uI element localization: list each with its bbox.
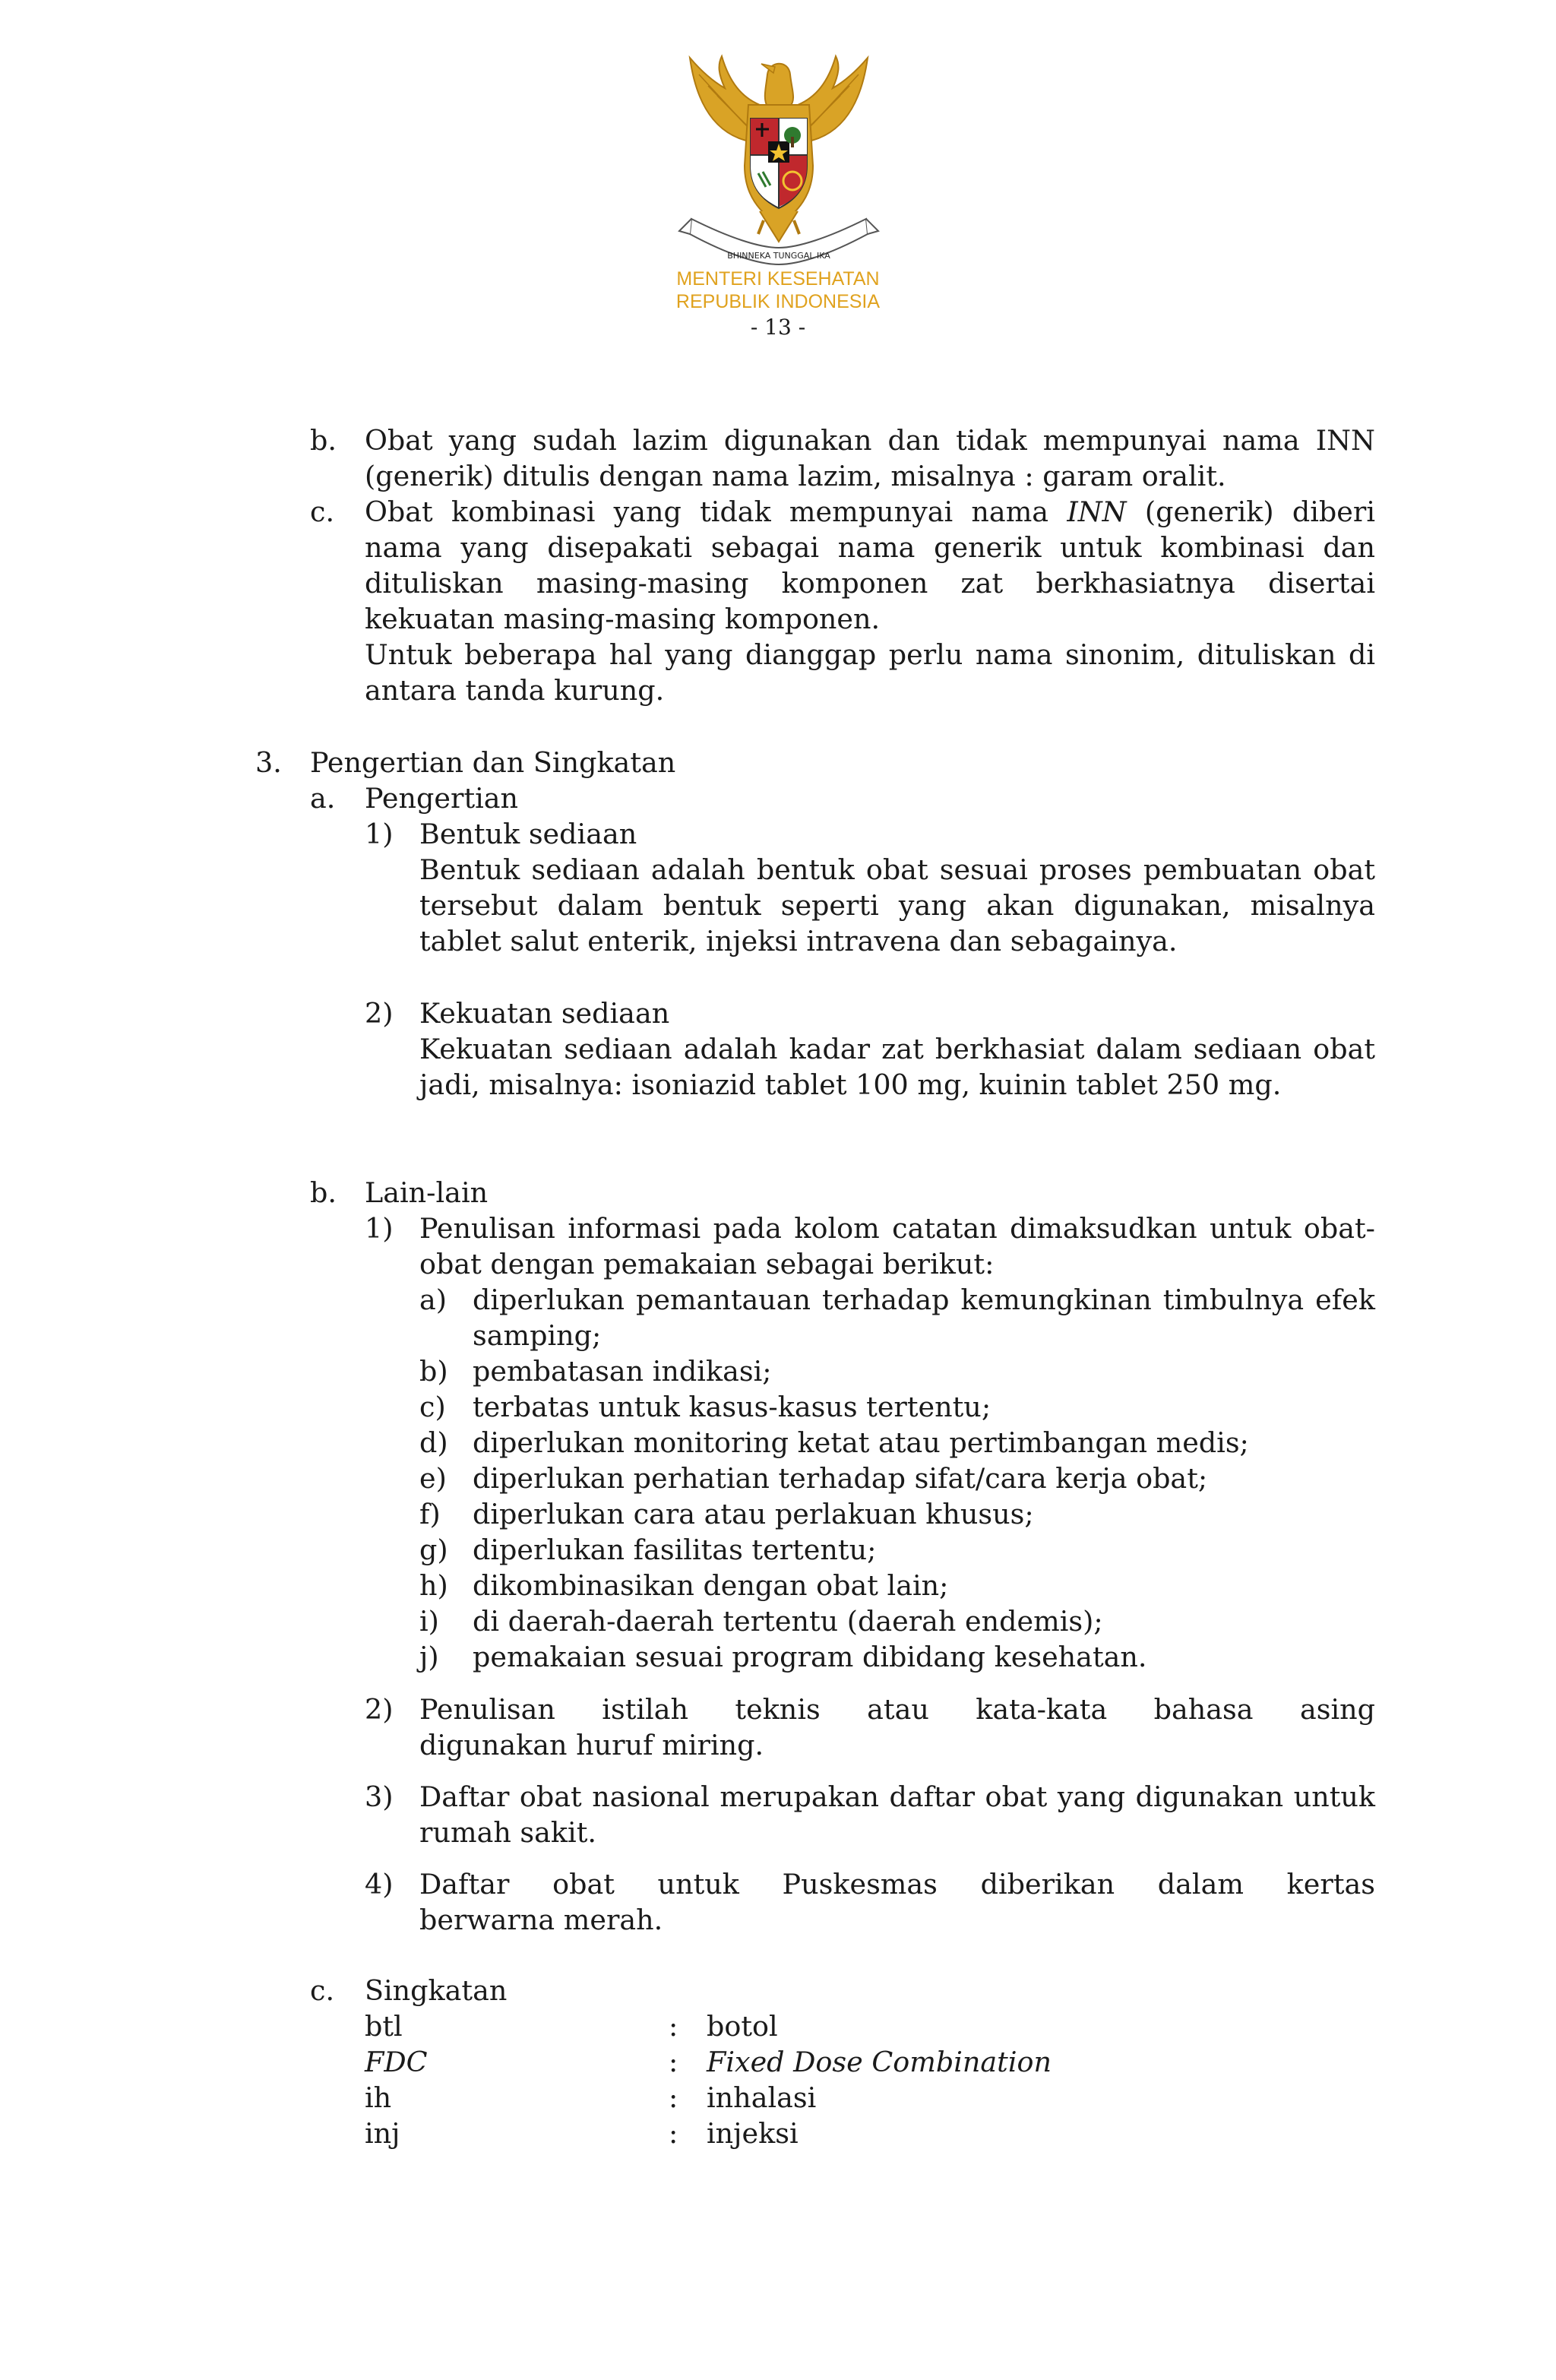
subsection-marker: a. [310,782,336,815]
abbreviation-meaning: inhalasi [707,2081,817,2114]
page-number: - 13 - [750,315,806,340]
garuda-emblem-icon [669,52,889,272]
subitem-marker: g) [419,1533,448,1566]
paragraph-puskesmas-line1: Daftar obat untuk Puskesmas diberikan dalam kertas [419,1868,1375,1901]
subitem-text: pemakaian sesuai program dibidang kesehatan. [473,1641,1147,1673]
subitem-text: pembatasan indikasi; [473,1355,772,1388]
subitem-text: diperlukan monitoring ketat atau pertimbangan medis; [473,1426,1249,1459]
item-marker: b. [310,424,337,457]
subitem-text: diperlukan perhatian terhadap sifat/cara kerja obat; [473,1462,1208,1495]
abbreviation-meaning: Fixed Dose Combination [707,2046,1052,2078]
item-marker: 3) [365,1780,394,1813]
item-marker: c. [310,495,335,528]
subsection-title: Lain-lain [365,1176,489,1209]
definition-bentuk-sediaan: Bentuk sediaan adalah bentuk obat sesuai proses pembuatan obat tersebut dalam bentuk seperti yang akan digunakan, misalnya tablet salut enterik, injeksi intravena dan sebagainya. [419,853,1375,957]
item-title: Kekuatan sediaan [419,997,670,1030]
subitem-marker: j) [419,1641,439,1673]
subsection-marker: b. [310,1176,337,1209]
subsection-title: Singkatan [365,1974,508,2007]
subsection-title: Pengertian [365,782,519,815]
subitem-text: diperlukan cara atau perlakuan khusus; [473,1498,1034,1530]
subitem-marker: a) [419,1283,448,1316]
abbreviation: FDC [365,2046,428,2078]
paragraph-2c [365,494,1375,637]
subitem-marker: b) [419,1355,448,1388]
subitem-marker: i) [419,1605,439,1638]
ministry-country: REPUBLIK INDONESIA [675,291,881,312]
emblem-motto: BHINNEKA TUNGGAL IKA [727,251,830,261]
section-title: Pengertian dan Singkatan [310,746,676,779]
item-marker: 2) [365,1693,394,1726]
abbreviation-separator: : [669,2046,678,2078]
section-marker: 3. [255,746,282,779]
abbreviation: btl [365,2010,403,2043]
subitem-text: di daerah-daerah tertentu (daerah endemis); [473,1605,1103,1638]
paragraph-2c-note: Untuk beberapa hal yang dianggap perlu nama sinonim, dituliskan di antara tanda kurung. [365,638,1375,707]
paragraph-istilah-line2: digunakan huruf miring. [419,1729,764,1761]
abbreviation-meaning: botol [707,2010,778,2043]
subitem-text: diperlukan pemantauan terhadap kemungkinan timbulnya efek samping; [473,1283,1375,1352]
subitem-marker: c) [419,1391,446,1423]
definition-kekuatan-sediaan: Kekuatan sediaan adalah kadar zat berkhasiat dalam sediaan obat jadi, misalnya: isoniazid tablet 100 mg, kuinin tablet 250 mg. [419,1033,1375,1101]
subitem-marker: h) [419,1569,448,1602]
item-marker: 2) [365,997,394,1030]
subitem-marker: d) [419,1426,448,1459]
paragraph-istilah-line1: Penulisan istilah teknis atau kata-kata bahasa asing [419,1693,1375,1726]
ministry-title: MENTERI KESEHATAN [676,268,880,290]
subitem-text: dikombinasikan dengan obat lain; [473,1569,949,1602]
subsection-marker: c. [310,1974,335,2007]
paragraph-2b: Obat yang sudah lazim digunakan dan tidak mempunyai nama INN (generik) ditulis dengan nama lazim, misalnya : garam oralit. [365,424,1375,492]
abbreviation-separator: : [669,2010,678,2043]
subitem-marker: f) [419,1498,441,1530]
italic-term: INN [1067,495,1127,528]
subitem-marker: e) [419,1462,447,1495]
text-segment: Obat kombinasi yang tidak mempunyai nama [365,495,1067,528]
paragraph-puskesmas-line2: berwarna merah. [419,1904,663,1936]
abbreviation-meaning: injeksi [707,2117,799,2150]
subitem-text: diperlukan fasilitas tertentu; [473,1533,877,1566]
paragraph-catatan: Penulisan informasi pada kolom catatan dimaksudkan untuk obat-obat dengan pemakaian sebagai berikut: [419,1212,1375,1280]
text-segment: (generik) diberi nama yang disepakati sebagai nama generik untuk kombinasi dan dituliskan masing-masing komponen zat berkhasiatnya disertai kekuatan masing-masing komponen. [365,495,1376,635]
item-marker: 1) [365,1212,394,1245]
abbreviation-separator: : [669,2081,678,2114]
subitem-text: terbatas untuk kasus-kasus tertentu; [473,1391,991,1423]
item-marker: 4) [365,1868,394,1901]
abbreviation: inj [365,2117,400,2150]
abbreviation: ih [365,2081,392,2114]
abbreviation-separator: : [669,2117,678,2150]
item-marker: 1) [365,818,394,850]
item-title: Bentuk sediaan [419,818,637,850]
paragraph-daftar-nasional: Daftar obat nasional merupakan daftar obat yang digunakan untuk rumah sakit. [419,1780,1375,1849]
